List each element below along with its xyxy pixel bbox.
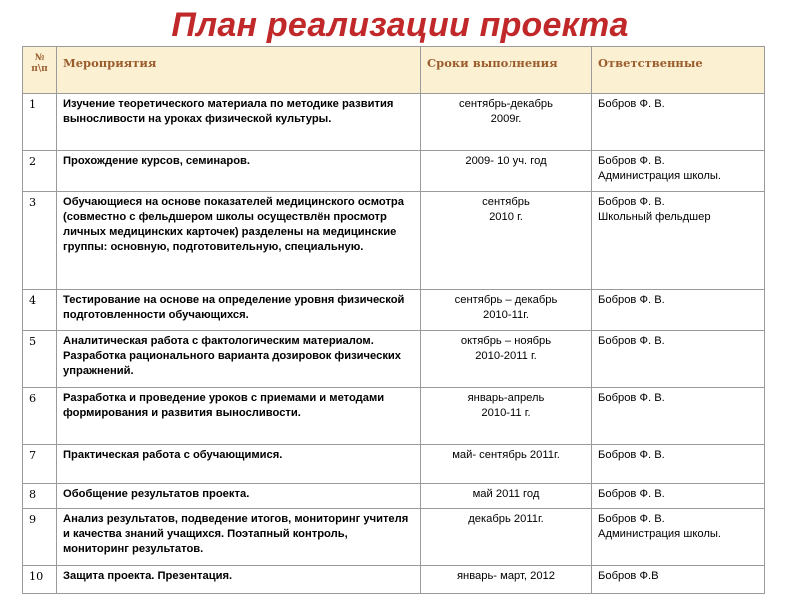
- row-dates: [421, 151, 592, 192]
- row-date-line: 2009г.: [490, 113, 522, 125]
- row-task: Обучающиеся на основе показателей медицинского осмотра (совместно с фельдшером школы осуществлён просмотр личных медицинских карточек) разделены на медицинские группы: основную, подготовительную, специальную.: [57, 192, 421, 290]
- row-date-line: январь- март, 2012: [456, 570, 556, 582]
- row-task: Тестирование на основе на определение уровня физической подготовленности обучающихся.: [57, 290, 421, 331]
- row-task: Практическая работа с обучающимися.: [57, 445, 421, 484]
- row-dates: [421, 290, 592, 331]
- row-task: Разработка и проведение уроков с приемами и методами формирования и развития выносливости.: [57, 388, 421, 445]
- table-header-row: [23, 47, 765, 94]
- row-responsible-line: Бобров Ф.В: [598, 570, 659, 582]
- row-number: 3: [23, 192, 57, 290]
- row-responsible-line: Бобров Ф. В.: [598, 513, 665, 525]
- row-date-line: 2010-11 г.: [481, 407, 531, 419]
- row-task: Защита проекта. Презентация.: [57, 566, 421, 594]
- table-row: [23, 445, 765, 484]
- row-number: 5: [23, 331, 57, 388]
- row-date-line: май 2011 год: [472, 488, 540, 500]
- row-date-line: октябрь – ноябрь: [460, 335, 552, 347]
- row-responsible-line: Школьный фельдшер: [598, 211, 711, 223]
- header-tasks: Мероприятия: [57, 47, 421, 94]
- row-responsible: [592, 192, 765, 290]
- row-task: Прохождение курсов, семинаров.: [57, 151, 421, 192]
- row-responsible: [592, 445, 765, 484]
- row-responsible: [592, 566, 765, 594]
- row-responsible-line: Администрация школы.: [598, 528, 721, 540]
- table-row: [23, 484, 765, 509]
- row-number: 6: [23, 388, 57, 445]
- row-responsible: [592, 484, 765, 509]
- row-number: 9: [23, 509, 57, 566]
- row-responsible-line: Администрация школы.: [598, 170, 721, 182]
- row-responsible-line: Бобров Ф. В.: [598, 335, 665, 347]
- row-task: Обобщение результатов проекта.: [57, 484, 421, 509]
- row-responsible-line: Бобров Ф. В.: [598, 488, 665, 500]
- row-responsible: [592, 151, 765, 192]
- row-responsible-line: Бобров Ф. В.: [598, 392, 665, 404]
- row-date-line: 2010-2011 г.: [475, 350, 537, 362]
- row-dates: [421, 192, 592, 290]
- table-row: [23, 192, 765, 290]
- row-number: 7: [23, 445, 57, 484]
- row-dates: [421, 445, 592, 484]
- row-responsible: [592, 331, 765, 388]
- row-task: Анализ результатов, подведение итогов, мониторинг учителя и качества знаний учащихся. Поэтапный контроль, мониторинг результатов.: [57, 509, 421, 566]
- row-task: Изучение теоретического материала по методике развития выносливости на уроках физической культуры.: [57, 94, 421, 151]
- row-number: 8: [23, 484, 57, 509]
- header-number-sign: №: [34, 53, 45, 63]
- page-title: План реализации проекта: [171, 6, 629, 44]
- row-dates: [421, 331, 592, 388]
- table-row: [23, 509, 765, 566]
- row-dates: [421, 484, 592, 509]
- table-row: [23, 331, 765, 388]
- row-responsible-line: Бобров Ф. В.: [598, 98, 665, 110]
- row-date-line: 2009- 10 уч. год: [465, 155, 547, 167]
- row-date-line: 2010-11г.: [482, 309, 530, 321]
- row-responsible: [592, 388, 765, 445]
- row-responsible-line: Бобров Ф. В.: [598, 196, 665, 208]
- row-number: 10: [23, 566, 57, 594]
- row-responsible: [592, 94, 765, 151]
- row-responsible: [592, 290, 765, 331]
- table-row: [23, 388, 765, 445]
- header-dates: Сроки выполнения: [421, 47, 592, 94]
- table-row: [23, 94, 765, 151]
- table-row: [23, 151, 765, 192]
- header-number-abbr: п\п: [31, 64, 48, 74]
- row-responsible-line: Бобров Ф. В.: [598, 449, 665, 461]
- row-dates: [421, 388, 592, 445]
- row-number: 1: [23, 94, 57, 151]
- row-dates: [421, 509, 592, 566]
- table-row: [23, 566, 765, 594]
- row-date-line: сентябрь-декабрь: [459, 98, 553, 110]
- row-responsible-line: Бобров Ф. В.: [598, 155, 665, 167]
- row-date-line: сентябрь: [482, 196, 530, 208]
- row-date-line: сентябрь – декабрь: [454, 294, 558, 306]
- row-responsible: [592, 509, 765, 566]
- row-date-line: май- сентябрь 2011г.: [452, 449, 560, 461]
- project-plan-table: [22, 46, 765, 594]
- row-dates: [421, 566, 592, 594]
- row-number: 4: [23, 290, 57, 331]
- row-task: Аналитическая работа с фактологическим материалом. Разработка рационального варианта дозировок физических упражнений.: [57, 331, 421, 388]
- row-date-line: 2010 г.: [489, 211, 523, 223]
- header-number: [23, 47, 57, 94]
- row-date-line: декабрь 2011г.: [468, 513, 544, 525]
- row-responsible-line: Бобров Ф. В.: [598, 294, 665, 306]
- table-row: [23, 290, 765, 331]
- row-number: 2: [23, 151, 57, 192]
- row-dates: [421, 94, 592, 151]
- row-date-line: январь-апрель: [467, 392, 545, 404]
- header-responsible: Ответственные: [592, 47, 765, 94]
